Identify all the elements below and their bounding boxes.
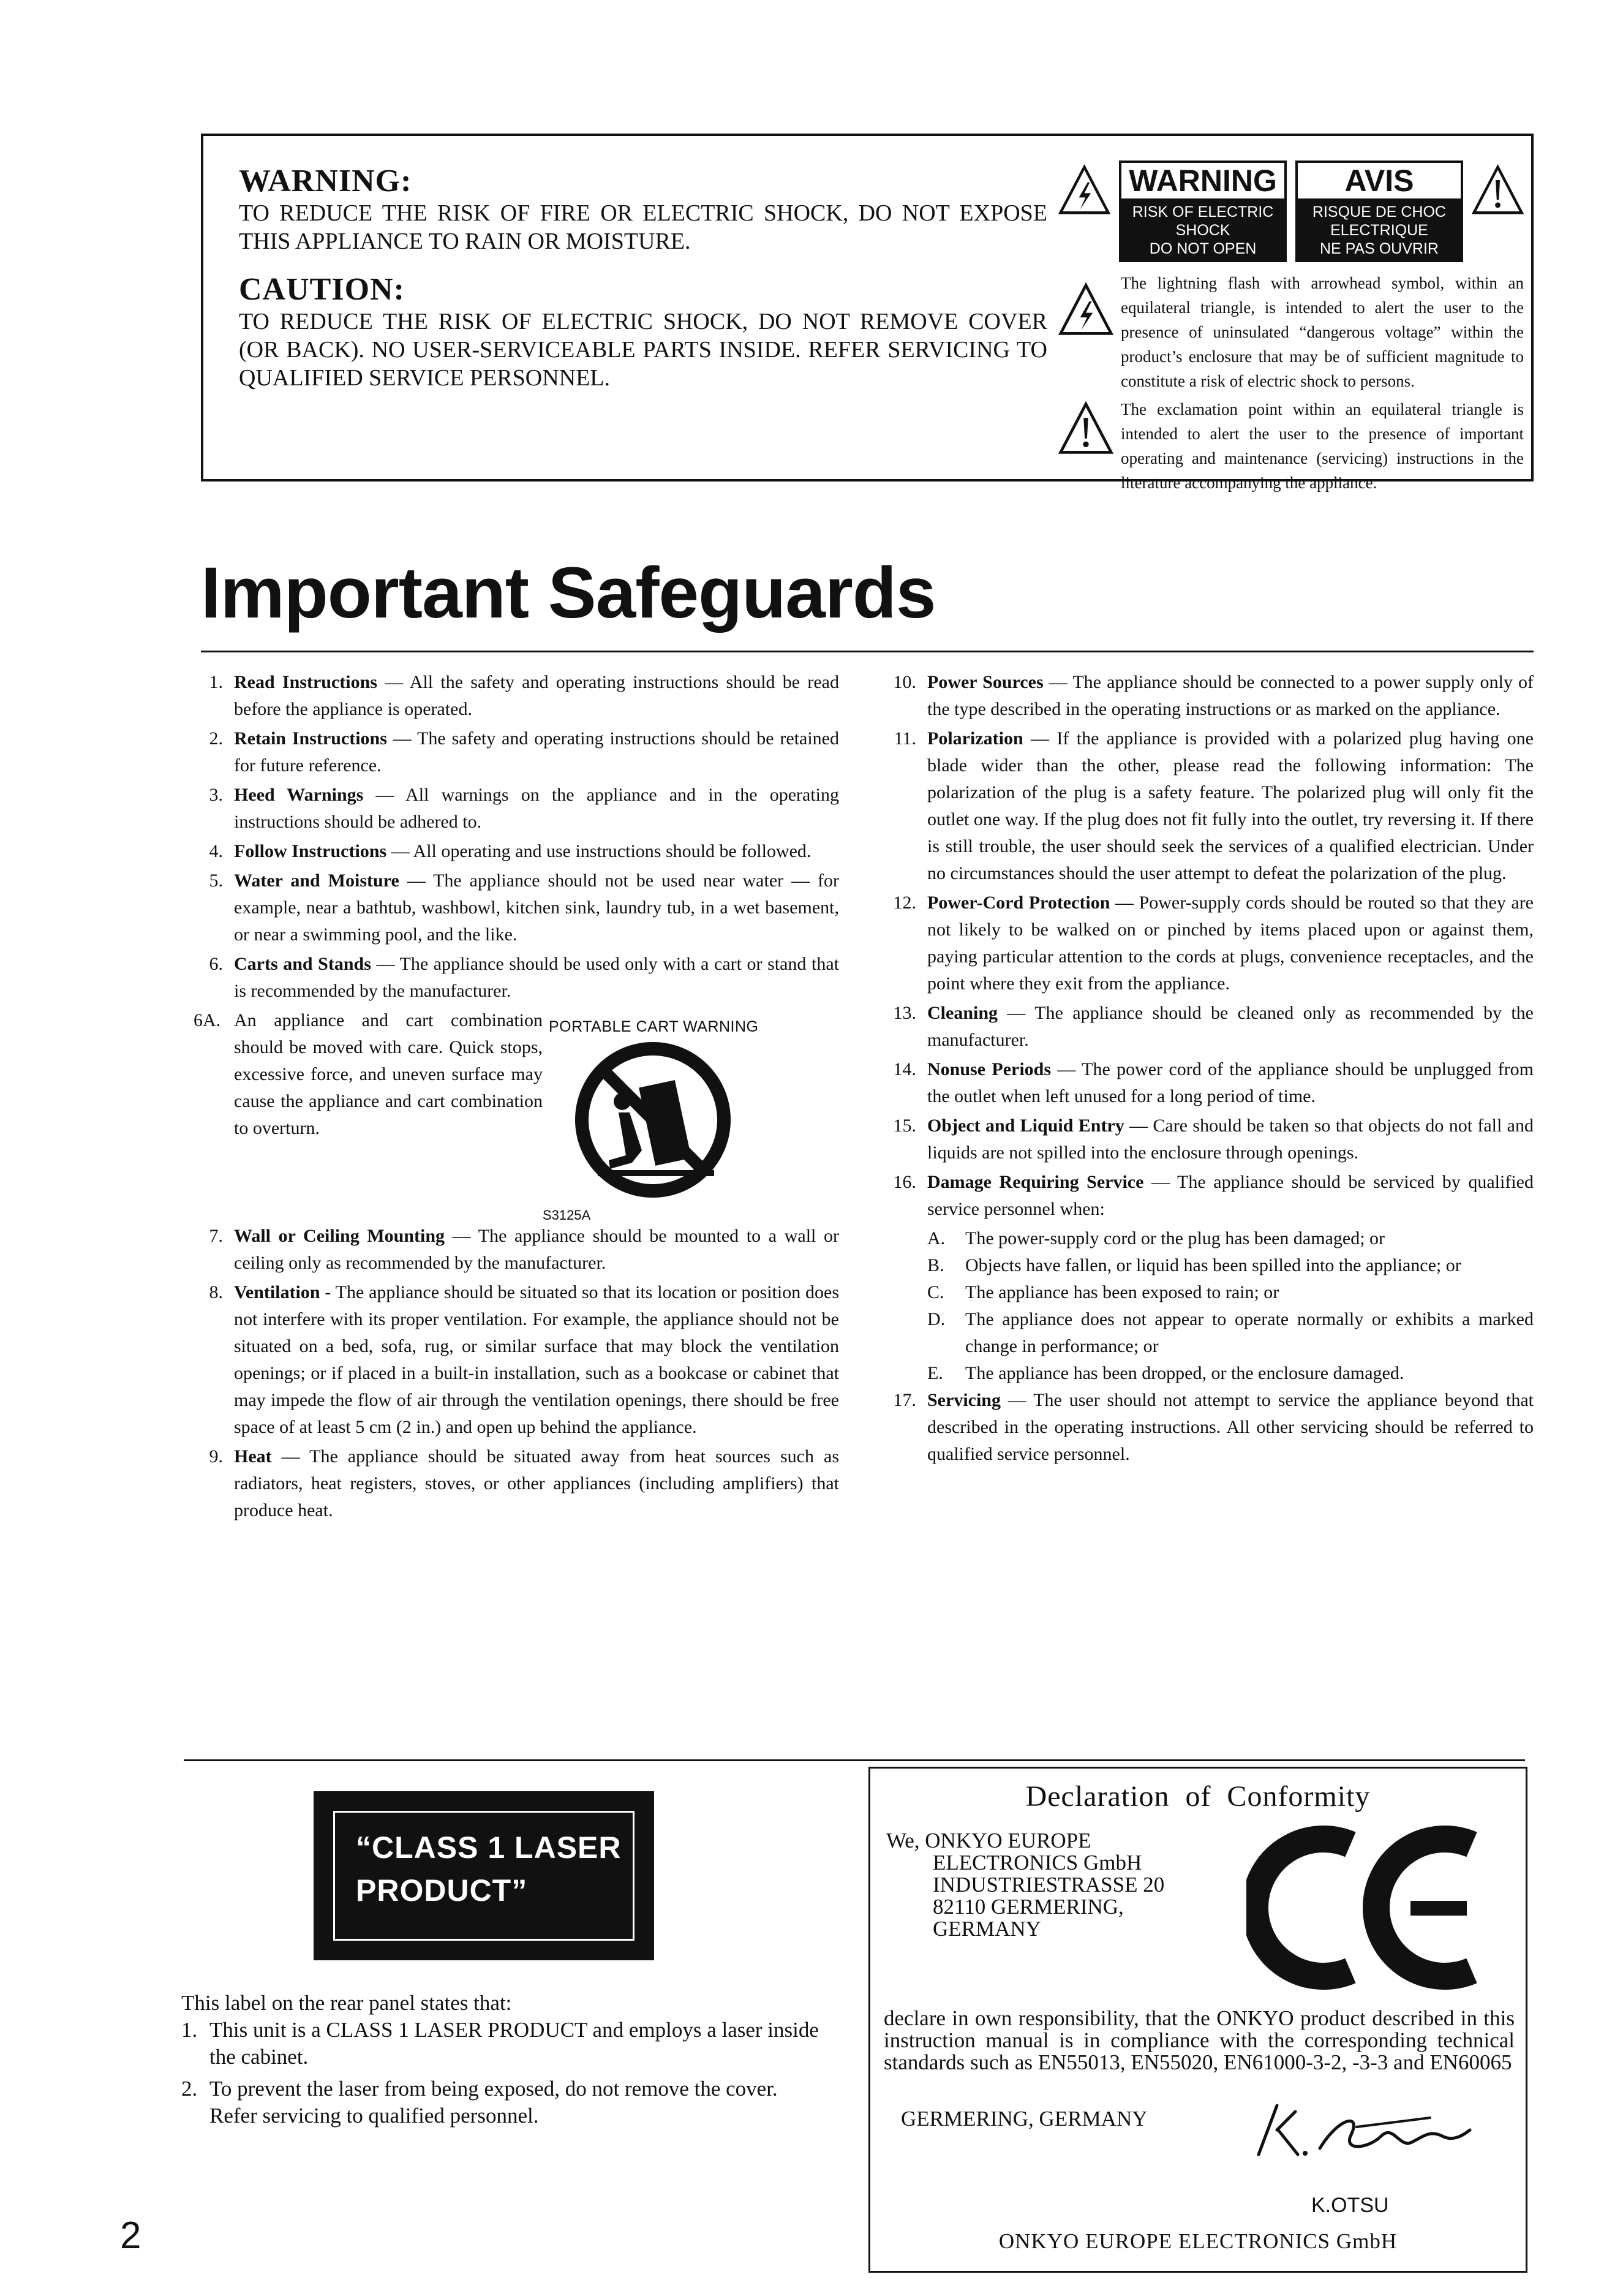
item-heading: Nonuse Periods [927, 1059, 1052, 1079]
item-heading: Heed Warnings [234, 785, 364, 805]
safeguard-item [194, 951, 839, 1005]
item-heading: Power-Cord Protection [927, 893, 1110, 913]
laser-item-1-number: 1. [181, 2018, 198, 2042]
item-number: 6A. [194, 1010, 221, 1030]
damage-condition [927, 1306, 1534, 1360]
item-heading: Damage Requiring Service [927, 1172, 1144, 1192]
damage-condition [927, 1252, 1534, 1279]
damage-condition-letter: E. [927, 1363, 943, 1383]
laser-label-line1: “CLASS 1 LASER [356, 1830, 622, 1865]
item-text: — The appliance should be serviced by qualified service personnel when: [927, 1172, 1534, 1219]
item-heading: Object and Liquid Entry [927, 1116, 1124, 1136]
safeguard-item [194, 1279, 839, 1441]
lightning-triangle-icon [1058, 160, 1110, 219]
item-heading: Cleaning [927, 1003, 998, 1023]
item-number: 9. [209, 1446, 223, 1467]
item-body [234, 669, 839, 723]
declaration-place: GERMERING, GERMANY [901, 2107, 1148, 2131]
laser-item-2-text: To prevent the laser from being exposed, do not remove the cover. Refer servicing to qualified personnel. [209, 2077, 778, 2128]
item-body [234, 1279, 839, 1441]
page-number: 2 [120, 2215, 141, 2257]
laser-item-2 [181, 2075, 824, 2129]
caution-heading: CAUTION: [239, 272, 405, 307]
item-body [927, 725, 1534, 887]
damage-condition-letter: B. [927, 1255, 944, 1275]
avis-label-title: AVIS [1298, 163, 1461, 201]
item-body [927, 1056, 1534, 1110]
lightning-small-icon [1058, 282, 1113, 337]
declaration-body: declare in own responsibility, that the ONKYO product described in this instruction manual is in compliance with the corresponding technical standards such as EN55013, EN55020, EN61000-3-2, -3-3 and EN60065 [884, 2006, 1515, 2074]
avis-label-line1: RISQUE DE CHOC ELECTRIQUE [1312, 203, 1446, 239]
item-body [927, 1387, 1534, 1468]
page-title: Important Safeguards [201, 553, 936, 633]
portable-cart-warning-icon [573, 1040, 732, 1199]
warning-text: TO REDUCE THE RISK OF FIRE OR ELECTRIC SHOCK, DO NOT EXPOSE THIS APPLIANCE TO RAIN OR MOISTURE. [239, 200, 1047, 254]
cart-warning-code: S3125A [543, 1207, 591, 1223]
item-body [234, 1223, 839, 1277]
item-number: 1. [209, 672, 223, 692]
exclamation-triangle-icon [1472, 160, 1524, 219]
item-number: 11. [894, 728, 916, 749]
item-body [927, 669, 1534, 723]
damage-condition-text: The appliance does not appear to operate normally or exhibits a marked change in performance; or [965, 1309, 1534, 1356]
item-text: — Care should be taken so that objects do not fall and liquids are not spilled into the enclosure through openings. [927, 1116, 1534, 1163]
title-divider [201, 651, 1534, 652]
safeguard-item [887, 1056, 1534, 1110]
declaration-address-line2: ELECTRONICS GmbH [933, 1851, 1142, 1875]
item-number: 16. [893, 1172, 916, 1192]
declaration-we: We, [886, 1829, 920, 1852]
warning-label-title: WARNING [1121, 163, 1284, 201]
item-heading: Wall or Ceiling Mounting [234, 1226, 445, 1246]
item-number: 5. [209, 870, 223, 891]
safeguard-list-3 [887, 669, 1534, 1223]
cart-warning-section [194, 1007, 839, 1223]
item-number: 2. [209, 728, 223, 749]
item-body [234, 1443, 839, 1524]
item-number: 10. [893, 672, 916, 692]
laser-label-line2: PRODUCT” [356, 1873, 528, 1908]
item-body [234, 782, 839, 836]
lightning-text: The lightning flash with arrowhead symbol, within an equilateral triangle, is intended to alert the user to the presence of uninsulated “dangerous voltage” within the product’s enclosure that may be of sufficient magnitude to constitute a risk of electric shock to persons. [1121, 274, 1524, 390]
safeguard-item [887, 1387, 1534, 1468]
safeguards-left-column [194, 669, 839, 1527]
item-body [234, 951, 839, 1005]
declaration-company: ONKYO EUROPE ELECTRONICS GmbH [998, 2229, 1398, 2253]
item-text: — The user should not attempt to service the appliance beyond that described in the operating instructions. All other servicing should be referred to qualified service personnel. [927, 1390, 1534, 1464]
damage-condition [927, 1279, 1534, 1306]
item-number: 13. [893, 1003, 916, 1023]
item-heading: Read Instructions [234, 672, 377, 692]
safeguard-list-1 [194, 669, 839, 1005]
item-text: — The appliance should be situated away from heat sources such as radiators, heat registers, stoves, or other appliances (including amplifiers) that produce heat. [234, 1446, 839, 1520]
warning-label-line2: DO NOT OPEN [1149, 240, 1257, 257]
item-heading: Follow Instructions [234, 841, 387, 861]
safeguard-list-4 [887, 1387, 1534, 1468]
item-body [234, 838, 839, 865]
signature-icon [1246, 2093, 1479, 2173]
exclamation-text: The exclamation point within an equilateral triangle is intended to alert the user to the presence of important operating and maintenance (servicing) instructions in the literature accompanying the appliance. [1121, 400, 1524, 492]
laser-item-1-text: This unit is a CLASS 1 LASER PRODUCT and employs a laser inside the cabinet. [209, 2018, 819, 2069]
item-text: — The appliance should be used only with a cart or stand that is recommended by the manufacturer. [234, 954, 839, 1001]
item-number: 8. [209, 1282, 223, 1302]
declaration-title: Declaration of Conformity [1025, 1780, 1371, 1813]
damage-condition-text: The appliance has been exposed to rain; or [965, 1282, 1279, 1302]
safeguard-item [887, 725, 1534, 887]
item-body [927, 1000, 1534, 1054]
damage-condition-letter: A. [927, 1228, 946, 1248]
avis-label [1295, 160, 1463, 262]
declaration-address-line4: 82110 GERMERING, [933, 1895, 1124, 1919]
damage-condition-letter: D. [927, 1309, 946, 1329]
item-text: — The safety and operating instructions should be retained for future reference. [234, 728, 840, 776]
declaration-of-conformity-box [868, 1767, 1527, 2273]
damage-condition-text: The power-supply cord or the plug has been damaged; or [965, 1228, 1385, 1248]
damage-condition [927, 1360, 1534, 1387]
cart-warning-item [194, 1007, 543, 1142]
damage-conditions-list [887, 1225, 1534, 1387]
item-heading: Heat [234, 1446, 272, 1467]
item-body [927, 889, 1534, 997]
item-text: — If the appliance is provided with a polarized plug having one blade wider than the other, please read the following information: The polarization of the plug is a safety feature. The polarized plug will only fit the outlet one way. If the plug does not fit fully into the outlet, try reversing it. If there is still trouble, the user should seek the services of a qualified electrician. Under no circumstances should the user attempt to defeat the polarization of the plug. [927, 728, 1534, 883]
item-heading: Water and Moisture [234, 870, 399, 891]
lightning-explanation [1058, 271, 1524, 393]
laser-product-label [314, 1791, 654, 1960]
item-body [234, 725, 839, 779]
ce-mark-icon [1246, 1825, 1479, 1990]
caution-text: TO REDUCE THE RISK OF ELECTRIC SHOCK, DO NOT REMOVE COVER (OR BACK). NO USER-SERVICEABLE PARTS INSIDE. REFER SERVICING TO QUALIFIED SERVICE PERSONNEL. [239, 309, 1047, 391]
warning-label-line1: RISK OF ELECTRIC SHOCK [1132, 203, 1274, 239]
safeguard-item [887, 669, 1534, 723]
item-number: 4. [209, 841, 223, 861]
item-text: — All operating and use instructions should be followed. [386, 841, 812, 861]
damage-condition-text: The appliance has been dropped, or the enclosure damaged. [965, 1363, 1404, 1383]
item-body [927, 1112, 1534, 1166]
warning-label [1119, 160, 1287, 262]
laser-label-inner [333, 1811, 635, 1941]
exclamation-small-icon [1058, 401, 1113, 456]
item-number: 17. [893, 1390, 916, 1410]
damage-condition [927, 1225, 1534, 1252]
safeguard-item [194, 1443, 839, 1524]
declaration-address-line3: INDUSTRIESTRASSE 20 [933, 1873, 1165, 1897]
item-text: — The appliance should be mounted to a wall or ceiling only as recommended by the manufacturer. [234, 1226, 839, 1273]
exclamation-explanation [1058, 397, 1524, 495]
laser-item-1 [181, 2017, 824, 2071]
safeguard-item [887, 1112, 1534, 1166]
item-text: — The appliance should not be used near water — for example, near a bathtub, washbowl, kitchen sink, laundry tub, in a wet basement, or near a swimming pool, and the like. [234, 870, 839, 945]
damage-condition-letter: C. [927, 1282, 944, 1302]
item-heading: Ventilation [234, 1282, 320, 1302]
safeguard-item [194, 669, 839, 723]
safeguard-item [194, 867, 839, 948]
item-text: — Power-supply cords should be routed so that they are not likely to be walked on or pinched by items placed upon or against them, paying particular attention to the cords at plugs, convenience receptacles, and the point where they exit from the appliance. [927, 893, 1534, 994]
safeguard-item [194, 1223, 839, 1277]
warning-label-subtitle [1121, 201, 1284, 260]
warning-labels [1058, 160, 1524, 495]
item-number: 14. [893, 1059, 916, 1079]
item-number: 15. [893, 1116, 916, 1136]
item-text: — The power cord of the appliance should be unplugged from the outlet when left unused for a long period of time. [927, 1059, 1534, 1106]
item-number: 3. [209, 785, 223, 805]
item-number: 7. [209, 1226, 223, 1246]
avis-label-line2: NE PAS OUVRIR [1319, 240, 1439, 257]
declaration-signer: K.OTSU [1311, 2194, 1389, 2217]
item-heading: Polarization [927, 728, 1023, 749]
avis-label-subtitle [1298, 201, 1461, 260]
declaration-address-line1: ONKYO EUROPE [925, 1829, 1091, 1852]
laser-intro: This label on the rear panel states that: [181, 1991, 512, 2015]
safeguard-item [194, 782, 839, 836]
item-body [234, 867, 839, 948]
item-heading: Retain Instructions [234, 728, 387, 749]
item-text: — The appliance should be connected to a power supply only of the type described in the operating instructions or as marked on the appliance. [927, 672, 1534, 719]
safeguard-item [194, 838, 839, 865]
declaration-address-line5: GERMANY [933, 1917, 1041, 1941]
warning-caution-text [239, 163, 1047, 392]
laser-item-2-number: 2. [181, 2077, 198, 2101]
cart-warning-caption: PORTABLE CART WARNING [549, 1018, 759, 1035]
item-heading: Power Sources [927, 672, 1044, 692]
warning-heading: WARNING: [239, 164, 412, 198]
safeguards-right-column [887, 669, 1534, 1470]
safeguard-item [194, 725, 839, 779]
bottom-divider [184, 1759, 1525, 1761]
item-text: — All the safety and operating instructions should be read before the appliance is operated. [234, 672, 839, 719]
item-number: 12. [893, 893, 916, 913]
item-text: — All warnings on the appliance and in the operating instructions should be adhered to. [234, 785, 839, 832]
item-text: — The appliance should be cleaned only as recommended by the manufacturer. [927, 1003, 1534, 1050]
item-number: 6. [209, 954, 223, 974]
warning-box [201, 134, 1534, 492]
cart-warning-text: An appliance and cart combination should be moved with care. Quick stops, excessive force, and uneven surface may cause the appliance and cart combination to overturn. [234, 1010, 543, 1138]
declaration-address [886, 1830, 1164, 1940]
item-heading: Carts and Stands [234, 954, 371, 974]
warning-label-strip [1058, 160, 1524, 262]
laser-label-explanation [181, 1990, 824, 2129]
item-heading: Servicing [927, 1390, 1001, 1410]
safeguard-item [887, 1000, 1534, 1054]
safeguard-item [887, 889, 1534, 997]
item-text: - The appliance should be situated so that its location or position does not interfere with its proper ventilation. For example, the appliance should not be situated on a bed, sofa, rug, or similar surface that may block the ventilation openings; or if placed in a built-in installation, such as a bookcase or cabinet that may impede the flow of air through the ventilation openings, there should be free space of at least 5 cm (2 in.) and open up behind the appliance. [234, 1282, 839, 1437]
damage-condition-text: Objects have fallen, or liquid has been spilled into the appliance; or [965, 1255, 1461, 1275]
safeguard-list-2 [194, 1223, 839, 1524]
safeguard-item [887, 1169, 1534, 1223]
item-body [927, 1169, 1534, 1223]
